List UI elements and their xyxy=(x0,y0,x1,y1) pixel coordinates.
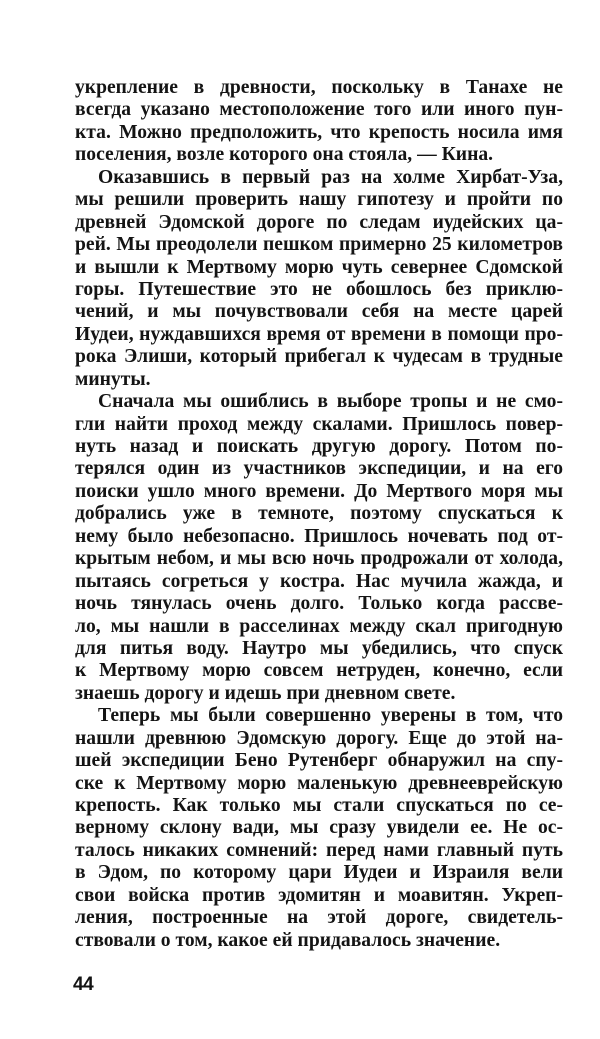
page-body xyxy=(75,77,563,952)
paragraph-4 xyxy=(75,705,563,952)
paragraph-3 xyxy=(75,391,563,705)
text-line: и вышли к Мертвому морю чуть севернее Сдомской xyxy=(75,256,563,278)
paragraph-1 xyxy=(75,77,563,167)
text-line: минуты. xyxy=(75,368,151,390)
text-line: нуть назад и поискать другую дорогу. Потом по- xyxy=(75,436,563,457)
text-line: укрепление в древности, поскольку в Танахе не xyxy=(75,77,563,98)
text-line: Оказавшись в первый раз на холме Хирбат-Уза, xyxy=(98,166,563,188)
text-line: талось никаких сомнений: перед нами главный путь xyxy=(75,839,563,861)
text-line: пытаясь согреться у костра. Нас мучила жажда, и xyxy=(75,570,563,592)
text-line: кта. Можно предположить, что крепость носила имя xyxy=(75,121,563,143)
text-line: ске к Мертвому морю маленькую древнееврейскую xyxy=(75,772,563,794)
text-line: свои войска против эдомитян и моавитян. Укреп- xyxy=(75,884,563,906)
text-line: всегда указано местоположение того или иного пун- xyxy=(75,99,563,121)
text-line: нашли древнюю Эдомскую дорогу. Еще до этой на- xyxy=(75,727,563,749)
text-line: поселения, возле которого она стояла, — Кина. xyxy=(75,144,494,166)
page-number: 44 xyxy=(73,974,94,995)
text-line: мы решили проверить нашу гипотезу и пройти по xyxy=(75,189,563,211)
text-line: ления, построенные на этой дороге, свидетель- xyxy=(75,907,563,929)
text-line: гли найти проход между скалами. Пришлось повер- xyxy=(75,413,563,435)
text-line: Теперь мы были совершенно уверены в том, что xyxy=(98,705,563,727)
text-line: горы. Путешествие это не обошлось без приклю- xyxy=(75,278,563,300)
text-line: Сначала мы ошиблись в выборе тропы и не смо- xyxy=(98,391,563,413)
text-line: крепость. Как только мы стали спускаться по се- xyxy=(75,795,563,816)
text-line: рока Элиши, который прибегал к чудесам в трудные xyxy=(75,346,563,368)
text-line: Иудеи, нуждавшихся время от времени в помощи про- xyxy=(75,323,563,345)
text-line: терялся один из участников экспедиции, и на его xyxy=(75,458,563,480)
text-line: поиски ушло много времени. До Мертвого моря мы xyxy=(75,480,563,502)
text-line: чений, и мы почувствовали себя на месте царей xyxy=(75,301,563,323)
text-line: ствовали о том, какое ей придавалось значение. xyxy=(75,929,501,951)
text-line: ночь тянулась очень долго. Только когда рассве- xyxy=(75,593,563,615)
text-line: для питья воду. Наутро мы убедились, что спуск xyxy=(75,637,563,659)
text-line: древней Эдомской дороге по следам иудейских ца- xyxy=(75,211,563,233)
text-line: ло, мы нашли в расселинах между скал пригодную xyxy=(75,615,563,637)
text-line: знаешь дорогу и идешь при дневном свете. xyxy=(75,682,456,704)
text-line: добрались уже в темноте, поэтому спускаться к xyxy=(75,503,563,525)
text-line: верному склону вади, мы сразу увидели ее. Не ос- xyxy=(75,817,563,839)
text-line: к Мертвому морю совсем нетруден, конечно, если xyxy=(75,660,563,682)
text-line: крытым небом, и мы всю ночь продрожали от холода, xyxy=(75,548,563,570)
paragraph-2 xyxy=(75,167,563,391)
text-line: шей экспедиции Бено Рутенберг обнаружил на спу- xyxy=(75,750,563,772)
text-line: нему было небезопасно. Пришлось ночевать под от- xyxy=(75,525,563,547)
text-line: в Эдом, по которому цари Иудеи и Израиля вели xyxy=(75,862,563,884)
text-line: рей. Мы преодолели пешком примерно 25 километров xyxy=(75,234,563,256)
